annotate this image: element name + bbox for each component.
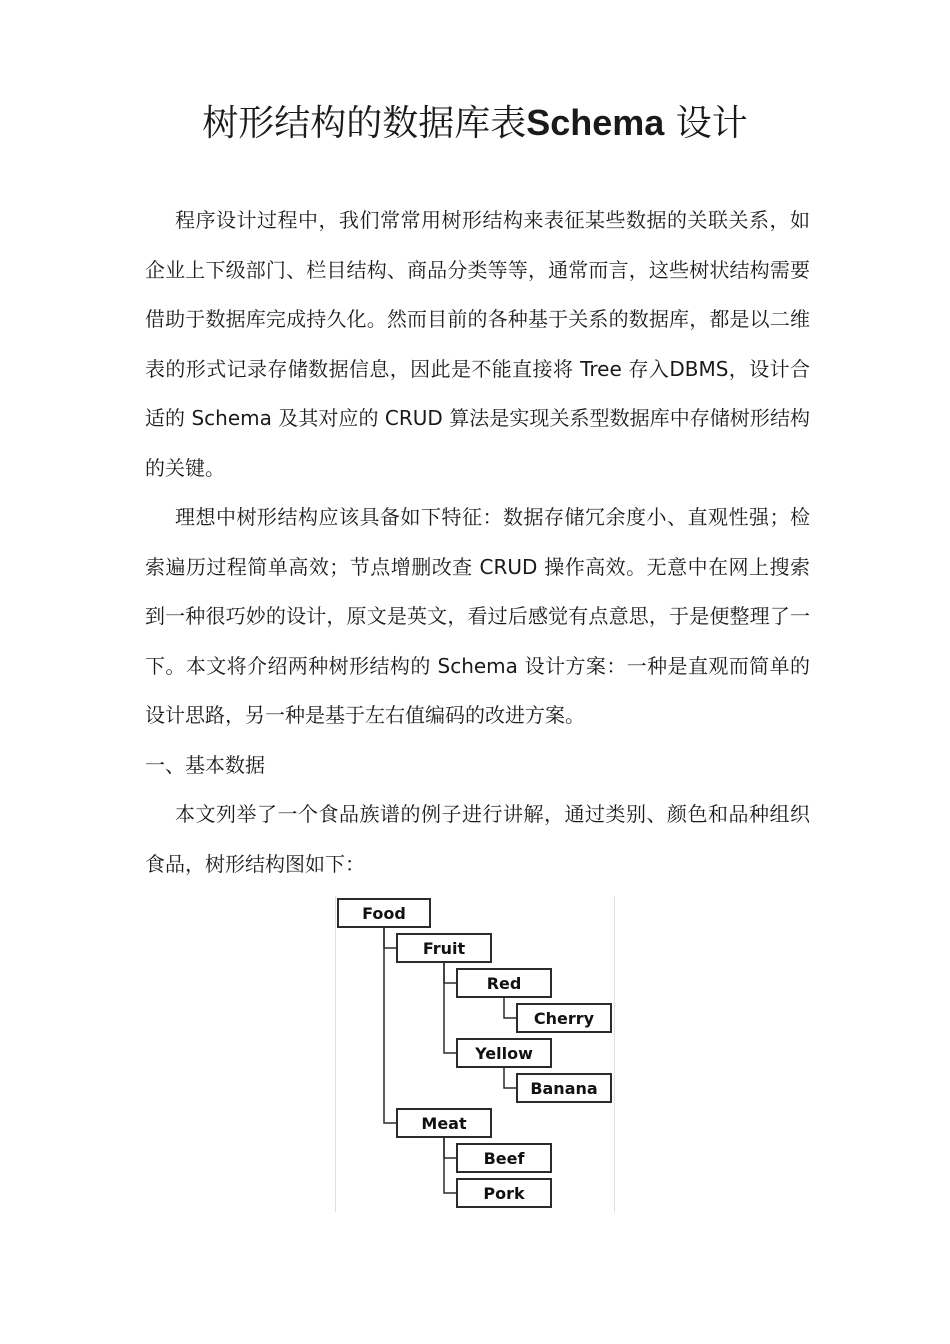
paragraph-features: 理想中树形结构应该具备如下特征：数据存储冗余度小、直观性强；检索遍历过程简单高效；节点增删改查 CRUD 操作高效。无意中在网上搜索到一种很巧妙的设计，原文是英文，看过后感觉有点意思，于是便整理了一下。本文将介绍两种树形结构的 Schema 设计方案：一种是直观而简单的设计思路，另一种是基于左右值编码的改进方案。 xyxy=(145,505,810,727)
title-part-1: 树形结构的数据库表 xyxy=(202,103,527,144)
tree-node-label: Fruit xyxy=(422,939,466,958)
title-part-2: 设计 xyxy=(675,103,748,144)
tree-node-label: Yellow xyxy=(475,1044,533,1063)
tree-node-beef xyxy=(457,1144,551,1172)
tree-node-label: Meat xyxy=(421,1114,467,1133)
connector-food-meat xyxy=(384,927,397,1123)
tree-node-meat xyxy=(397,1109,491,1137)
connector-fruit-yellow xyxy=(444,962,457,1053)
tree-diagram xyxy=(336,896,614,1212)
tree-node-banana xyxy=(517,1074,611,1102)
title-schema: Schema xyxy=(526,102,665,143)
tree-node-cherry xyxy=(517,1004,611,1032)
tree-node-fruit xyxy=(397,934,491,962)
document-title xyxy=(0,98,950,149)
tree-node-label: Banana xyxy=(530,1079,598,1098)
tree-node-yellow xyxy=(457,1039,551,1067)
tree-figure xyxy=(335,896,615,1212)
document-body xyxy=(145,196,810,889)
tree-node-food xyxy=(338,899,430,927)
tree-node-label: Cherry xyxy=(533,1009,595,1028)
paragraph-intro: 程序设计过程中，我们常常用树形结构来表征某些数据的关联关系，如企业上下级部门、栏目结构、商品分类等等，通常而言，这些树状结构需要借助于数据库完成持久化。然而目前的各种基于关系的数据库，都是以二维表的形式记录存储数据信息，因此是不能直接将 Tree 存入DBMS，设计合适的 Schema 及其对应的 CRUD 算法是实现关系型数据库中存储树形结构的关键。 xyxy=(145,208,810,480)
paragraph-example: 本文列举了一个食品族谱的例子进行讲解，通过类别、颜色和品种组织食品，树形结构图如下： xyxy=(145,802,810,876)
connector-yellow-banana xyxy=(504,1067,517,1088)
connector-fruit-red xyxy=(444,962,457,983)
tree-node-label: Pork xyxy=(483,1184,525,1203)
connector-food-fruit xyxy=(384,927,397,948)
tree-node-label: Food xyxy=(362,904,406,923)
tree-node-label: Red xyxy=(486,974,522,993)
tree-node-red xyxy=(457,969,551,997)
connector-meat-beef xyxy=(444,1137,457,1158)
connector-red-cherry xyxy=(504,997,517,1018)
tree-node-label: Beef xyxy=(483,1149,525,1168)
connector-meat-pork xyxy=(444,1137,457,1193)
tree-node-pork xyxy=(457,1179,551,1207)
section-heading: 一、基本数据 xyxy=(145,752,265,777)
